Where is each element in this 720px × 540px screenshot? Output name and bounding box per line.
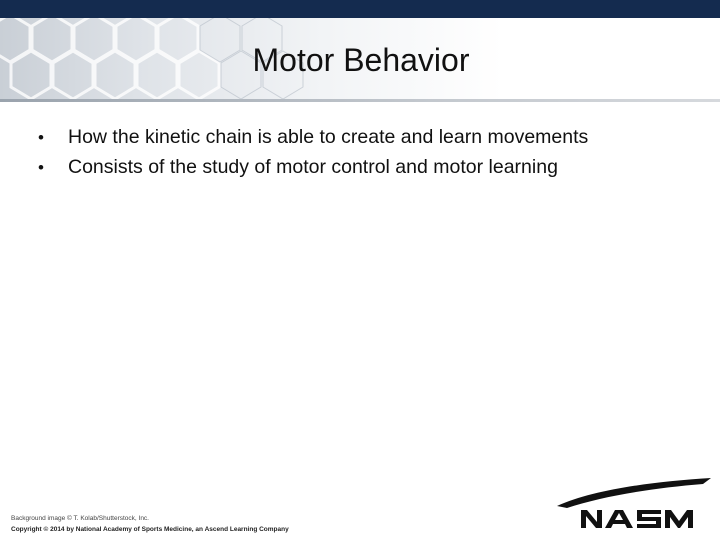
footer [11, 513, 289, 535]
bullet-item [38, 155, 678, 180]
copyright-notice: Copyright © 2014 by National Academy of Sports Medicine, an Ascend Learning Company [11, 526, 289, 533]
header-divider [0, 99, 720, 102]
bullet-text: Consists of the study of motor control and motor learning [68, 156, 558, 178]
bullet-list [38, 125, 678, 185]
slide-title: Motor Behavior [252, 42, 470, 78]
image-credit: Background image © T. Kolab/Shutterstock, Inc. [11, 515, 149, 522]
nasm-logo [553, 478, 713, 534]
bullet-marker: • [38, 158, 44, 177]
top-bar [0, 0, 720, 18]
bullet-text: How the kinetic chain is able to create and learn movements [68, 126, 589, 148]
bullet-marker: • [38, 128, 44, 147]
bullet-item [38, 125, 678, 150]
